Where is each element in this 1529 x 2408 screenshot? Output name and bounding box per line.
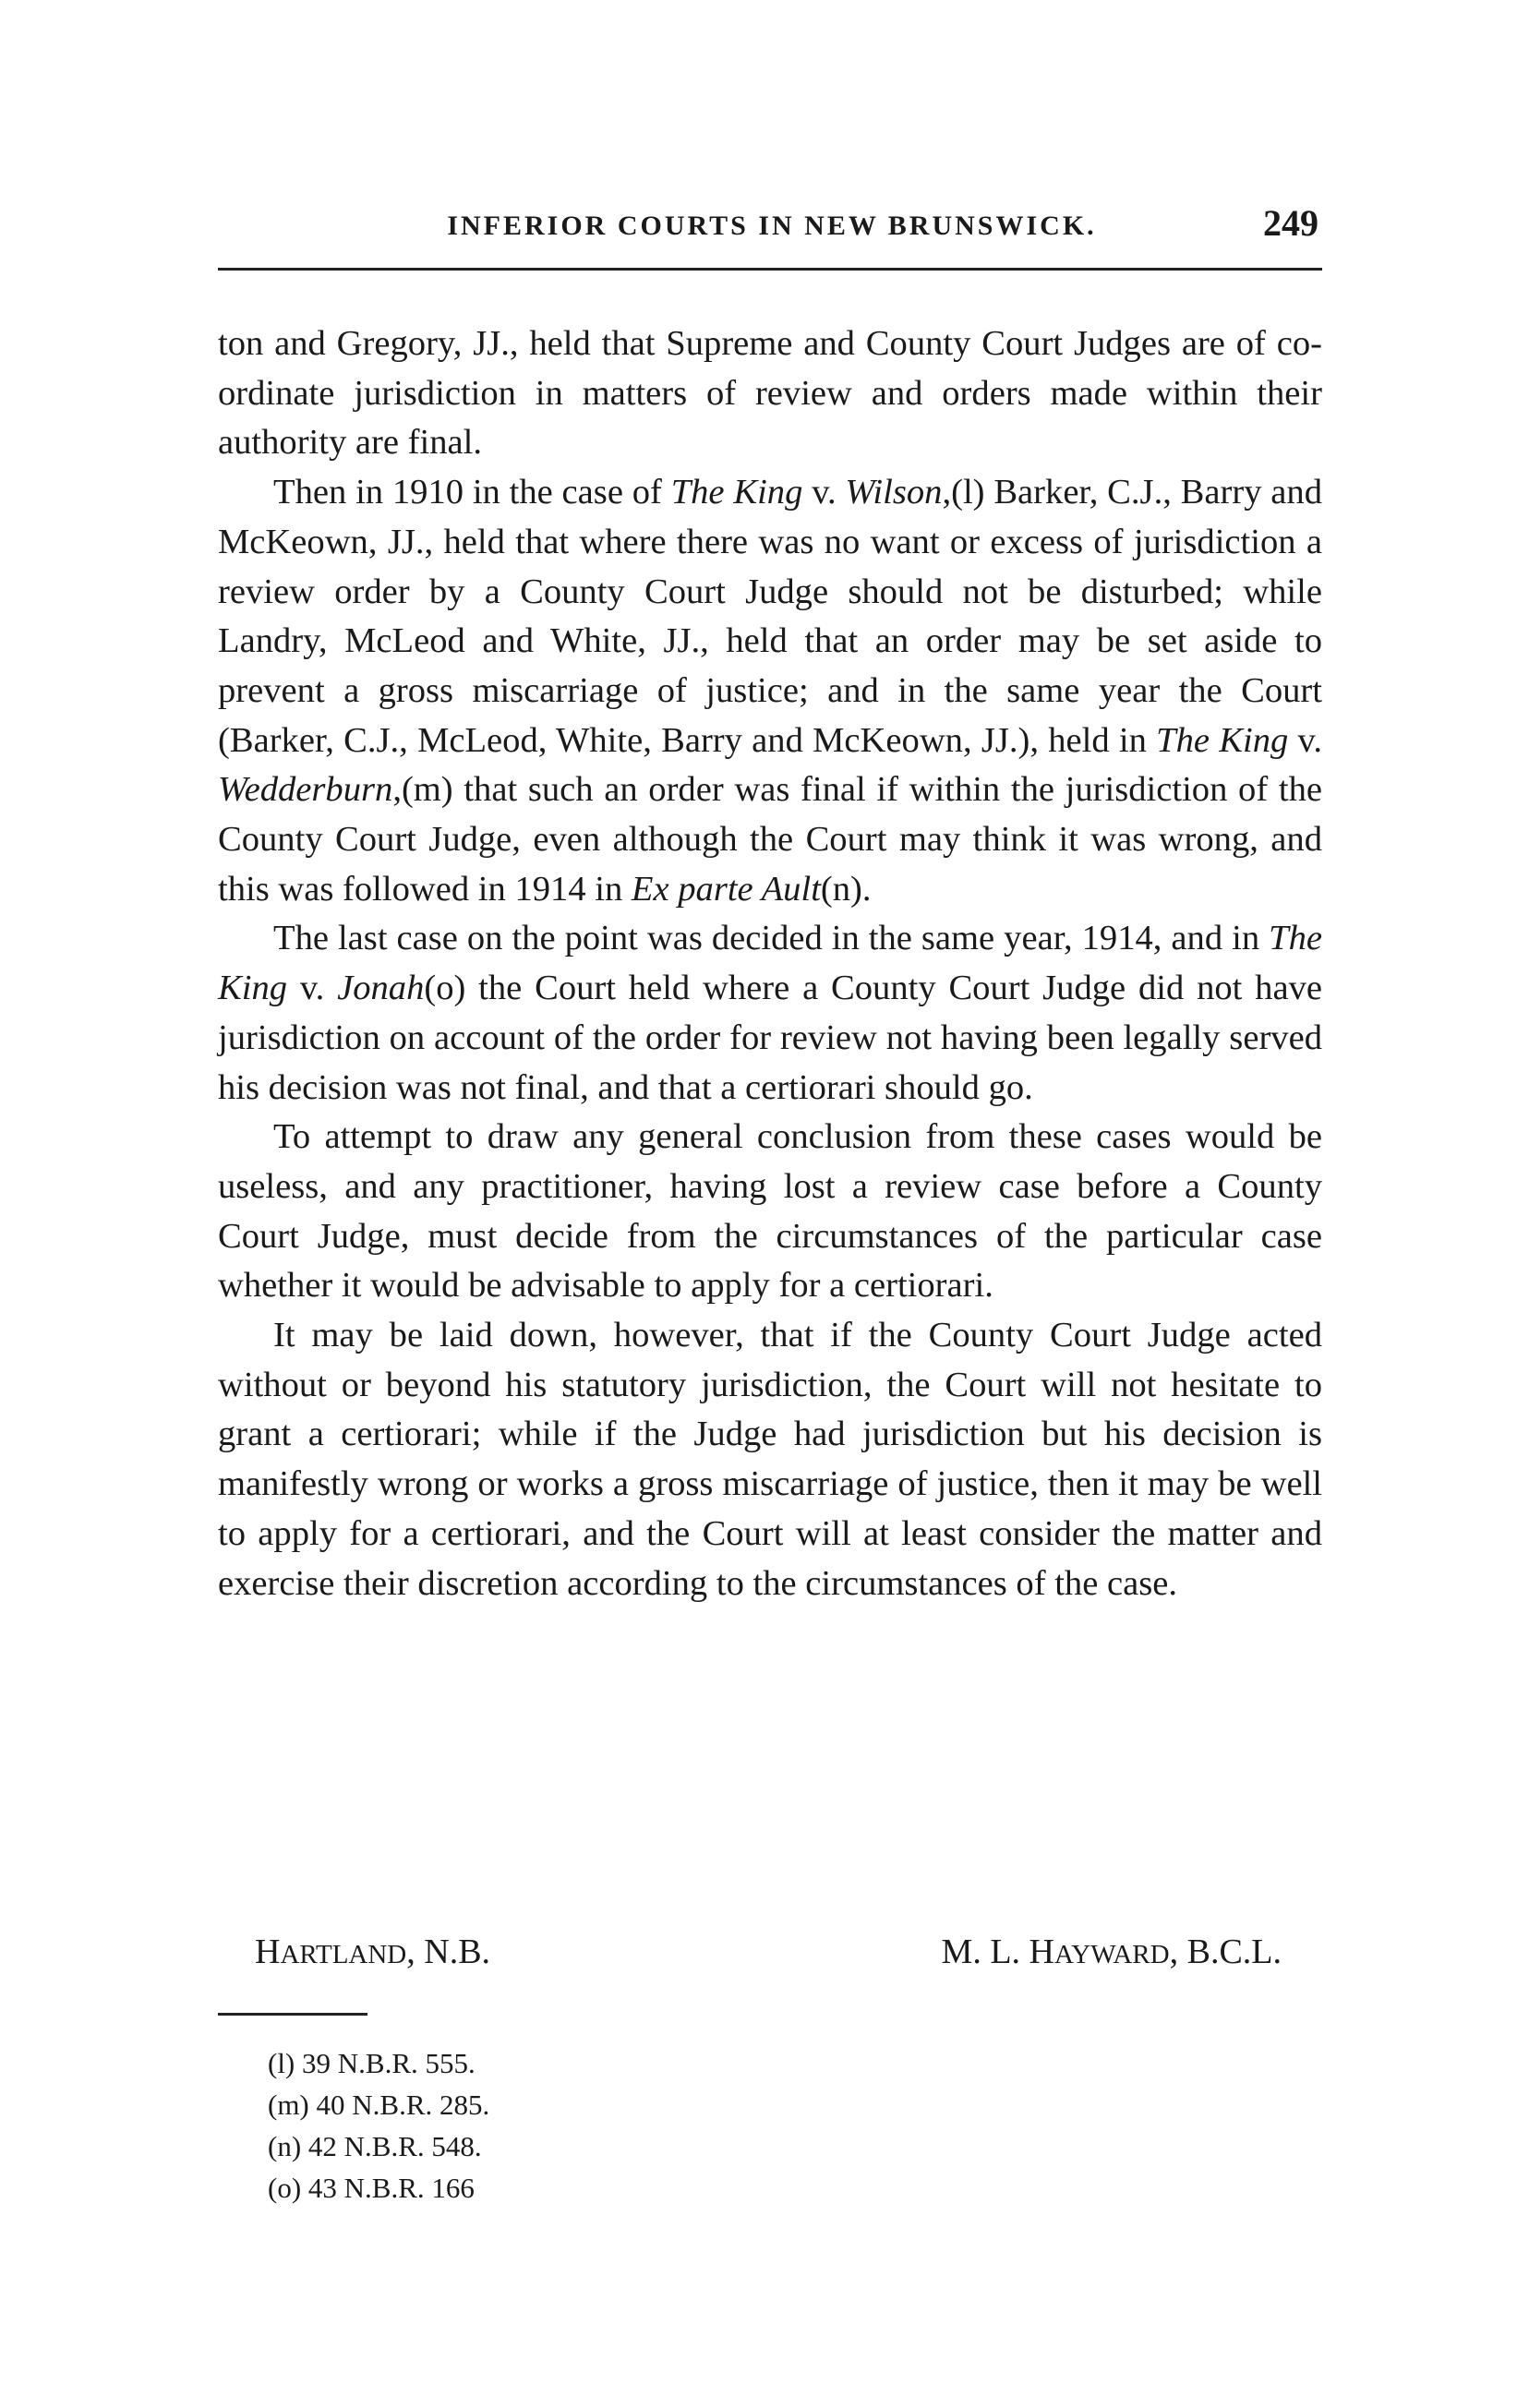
case-party: Jonah [337,969,425,1008]
signature-author [942,1932,1282,1972]
page-number: 249 [1263,202,1318,244]
paragraph-5: It may be laid down, however, that if the County Court Judge acted without or beyond his statutory jurisdiction, the Court will not hesitate to grant a certiorari; while if the Judge had jurisdiction but his decision is manifestly wrong or works a gross miscarriage of justice, then it may be well to apply for a certiorari, and the Court will at least consider the matter and exercise their discretion according to the circumstances of the case. [218,1316,1322,1603]
case-name: Ex parte Ault [631,869,821,909]
text-run: ,(l) Barker, C.J., Barry and McKeown, JJ., held that where there was no want or excess of jurisdiction a review order by a County Court Judge should not be disturbed; while Landry, McLeod and White, JJ., held that an order may be set aside to prevent a gross miscarriage of justice; and in the same year the Court (Barker, C.J., McLeod, White, Barry and McKeown, JJ.), held in [218,473,1322,760]
text-run: v. [287,969,338,1008]
case-party: Wedderburn [218,770,393,810]
paragraph-4: To attempt to draw any general conclusion from these cases would be useless, and any practitioner, having lost a review case before a County Court Judge, must decide from the circumstances of the particular case whether it would be advisable to apply for a certiorari. [218,1117,1322,1306]
text-run: The last case on the point was decided in the same year, 1914, and in [273,919,1270,958]
case-name: The King [670,473,803,512]
footnote: (o) 43 N.B.R. 166 [268,2172,475,2204]
author-degree: , B.C.L. [1169,1932,1282,1971]
signature-place-suffix: , N.B. [406,1932,491,1971]
text-run: ,(m) that such an order was final if within the jurisdiction of the County Court Judge, even although the Court may think it was wrong, and this was followed in 1914 in [218,770,1322,909]
signature-place [255,1932,490,1972]
case-name: The King [218,919,1322,1008]
paragraph-2 [218,468,1322,914]
header-rule [218,268,1322,271]
footnotes [268,2042,489,2209]
case-name: The King [1156,720,1289,760]
running-title: INFERIOR COURTS IN NEW BRUNSWICK. [447,211,1097,241]
footnote-rule [218,2013,367,2016]
text-run: (n). [820,869,872,909]
small-caps-initial: H [1029,1932,1054,1971]
text-run: v. [802,473,846,512]
paragraph-3 [218,914,1322,1113]
paragraph-1: ton and Gregory, JJ., held that Supreme and County Court Judges are of co-ordinate jurisdiction in matters of review and orders made within their authority are final. [218,324,1322,463]
footnote: (l) 39 N.B.R. 555. [268,2047,476,2079]
text-run: Then in 1910 in the case of [273,473,671,512]
author-initials: M. L. [941,1932,1029,1971]
page-header [218,201,1326,257]
body-text [218,319,1322,1608]
small-caps-rest: AYWARD [1053,1940,1170,1969]
small-caps-initial: H [255,1932,281,1971]
footnote: (m) 40 N.B.R. 285. [268,2089,490,2121]
case-party: Wilson [845,473,943,512]
text-run: (o) the Court held where a County Court Judge did not have jurisdiction on account of the order for review not having been legally served his decision was not final, and that a certiorari should go. [218,969,1322,1107]
small-caps-rest: ARTLAND [280,1940,407,1969]
text-run: v. [1288,720,1322,760]
signature-block [218,1932,1326,1987]
footnote: (n) 42 N.B.R. 548. [268,2130,482,2162]
